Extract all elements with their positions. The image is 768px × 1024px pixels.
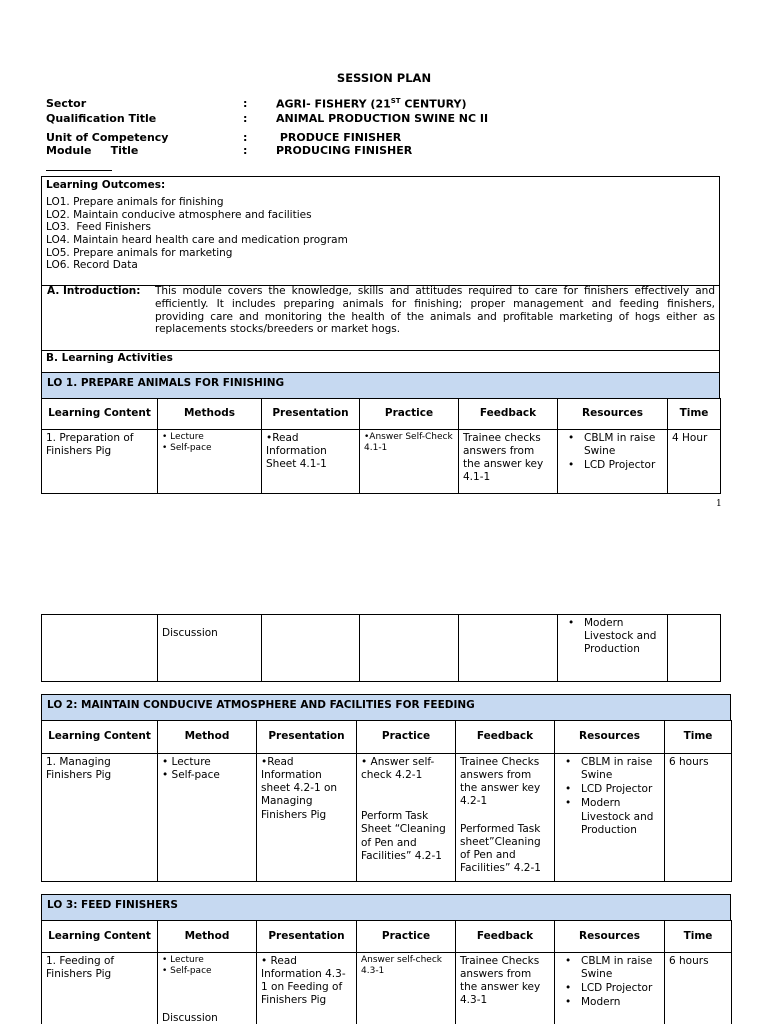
continuation-table: [41, 614, 721, 682]
introduction-text: This module covers the knowledge, skills and attitudes required to care for finishers effectively and efficiently. It includes preparing animals for finishing; proper management and feeding finishers, providing care and monitoring the health of the animals and profitable marketing of hogs either as replacements stocks/breeders or market hogs.: [155, 285, 715, 336]
meta-value: PRODUCE FINISHER: [276, 131, 402, 144]
header-practice: Practice: [357, 721, 456, 754]
cell-methods: [158, 953, 257, 1024]
cell-content: 1. Managing Finishers Pig: [42, 754, 158, 882]
feedback-item: Performed Task sheet”Cleaning of Pen and Facilities” 4.2-1: [460, 822, 541, 874]
cell-feedback: Trainee checks answers from the answer key 4.1-1: [459, 430, 558, 494]
header-resources: Resources: [555, 921, 665, 953]
document-title: SESSION PLAN: [336, 71, 432, 85]
cell-feedback: [456, 754, 555, 882]
learning-outcome-item: LO1. Prepare animals for finishing: [46, 196, 224, 209]
cell-practice: •Answer Self-Check 4.1-1: [360, 430, 459, 494]
resource-item: • Modern Livestock and Production: [559, 797, 660, 836]
cell-feedback: [459, 615, 558, 682]
cell-time: 6 hours: [665, 754, 732, 882]
header-resources: Resources: [555, 721, 665, 754]
cell-practice: [357, 754, 456, 882]
resource-item: • Modern Livestock and Production: [562, 617, 663, 656]
header-presentation: Presentation: [257, 921, 357, 953]
cell-presentation: [262, 615, 360, 682]
cell-practice: [360, 615, 459, 682]
table-row: [42, 754, 732, 882]
cell-resources: [558, 615, 668, 682]
meta-key: Qualification Title: [46, 112, 157, 125]
cell-presentation: •Read Information Sheet 4.1-1: [262, 430, 360, 494]
header-feedback: Feedback: [459, 399, 558, 430]
table-row: [42, 615, 721, 682]
resource-item: • CBLM in raise Swine: [559, 756, 660, 782]
lo1-table: [41, 398, 721, 494]
cell-resources: [555, 953, 665, 1024]
cell-methods: [158, 430, 262, 494]
meta-value: ANIMAL PRODUCTION SWINE NC II: [276, 112, 489, 125]
table-row: [42, 953, 732, 1024]
learning-outcomes-heading: Learning Outcomes:: [46, 179, 166, 191]
resource-item: • CBLM in raise Swine: [559, 955, 660, 981]
header-method: Method: [158, 921, 257, 953]
cell-feedback: Trainee Checks answers from the answer key 4.3-1: [456, 953, 555, 1024]
learning-outcome-item: LO2. Maintain conducive atmosphere and facilities: [46, 208, 312, 221]
learning-outcome-item: LO4. Maintain heard health care and medication program: [46, 233, 348, 246]
table-row: [42, 430, 721, 494]
cell-presentation: • Read Information 4.3-1 on Feeding of Finishers Pig: [257, 953, 357, 1024]
header-presentation: Presentation: [257, 721, 357, 754]
lo3-heading: LO 3: FEED FINISHERS: [41, 894, 731, 921]
method-item: • Self-pace: [162, 966, 212, 976]
cell-content: 1. Feeding of Finishers Pig: [42, 953, 158, 1024]
header-resources: Resources: [558, 399, 668, 430]
learning-outcome-item: LO5. Prepare animals for marketing: [46, 246, 233, 259]
practice-item: Perform Task Sheet “Cleaning of Pen and Facilities” 4.2-1: [361, 810, 446, 862]
header-presentation: Presentation: [262, 399, 360, 430]
header-time: Time: [665, 721, 732, 754]
lo3-table: [41, 920, 732, 1024]
header-feedback: Feedback: [456, 721, 555, 754]
meta-colon: :: [243, 131, 248, 144]
resource-item: • CBLM in raise Swine: [562, 432, 663, 458]
cell-resources: [558, 430, 668, 494]
learning-outcome-item: LO6. Record Data: [46, 259, 138, 272]
introduction-box: [41, 285, 720, 351]
resource-item: • Modern: [559, 996, 660, 1009]
method-item: • Lecture: [162, 432, 204, 442]
resource-item: • LCD Projector: [559, 982, 660, 995]
meta-key: Unit of Competency: [46, 131, 169, 144]
resource-item: • LCD Projector: [562, 459, 663, 472]
learning-outcomes-box: [41, 176, 720, 286]
header-feedback: Feedback: [456, 921, 555, 953]
cell-content: 1. Preparation of Finishers Pig: [42, 430, 158, 494]
cell-resources: [555, 754, 665, 882]
introduction-label: A. Introduction:: [47, 285, 141, 297]
cell-methods: [158, 754, 257, 882]
header-methods: Methods: [158, 399, 262, 430]
meta-colon: :: [243, 112, 248, 125]
header-learning-content: Learning Content: [42, 921, 158, 953]
cell-practice: Answer self-check 4.3-1: [357, 953, 456, 1024]
meta-key: Module Title: [46, 144, 139, 157]
method-item: Discussion: [162, 1012, 218, 1024]
meta-key: Sector: [46, 97, 87, 110]
method-item: • Self-pace: [162, 443, 212, 453]
cell-time: 4 Hour: [668, 430, 721, 494]
header-practice: Practice: [360, 399, 459, 430]
header-learning-content: Learning Content: [42, 721, 158, 754]
method-item: • Lecture: [162, 756, 211, 768]
method-item: • Self-pace: [162, 769, 220, 782]
cell-time: 6 hours: [665, 953, 732, 1024]
feedback-item: Trainee Checks answers from the answer key 4.2-1: [460, 756, 541, 808]
cell-content: [42, 615, 158, 682]
meta-colon: :: [243, 144, 248, 157]
meta-colon: :: [243, 97, 248, 110]
lo2-heading: LO 2: MAINTAIN CONDUCIVE ATMOSPHERE AND FACILITIES FOR FEEDING: [41, 694, 731, 721]
meta-value: AGRI- FISHERY (21ST CENTURY): [276, 97, 467, 111]
cell-time: [668, 615, 721, 682]
lo1-heading: LO 1. PREPARE ANIMALS FOR FINISHING: [41, 372, 720, 399]
lo2-table: [41, 720, 732, 882]
header-time: Time: [665, 921, 732, 953]
learning-activities-heading: B. Learning Activities: [41, 350, 720, 373]
meta-value: PRODUCING FINISHER: [276, 144, 413, 157]
header-time: Time: [668, 399, 721, 430]
cell-methods: Discussion: [158, 615, 262, 682]
cell-presentation: •Read Information sheet 4.2-1 on Managing Finishers Pig: [257, 754, 357, 882]
practice-item: • Answer self- check 4.2-1: [361, 756, 435, 782]
header-method: Method: [158, 721, 257, 754]
method-item: • Lecture: [162, 955, 204, 965]
header-learning-content: Learning Content: [42, 399, 158, 430]
learning-outcome-item: LO3. Feed Finishers: [46, 221, 151, 234]
divider: [46, 170, 112, 171]
resource-item: • LCD Projector: [559, 783, 660, 796]
page-number: 1: [716, 499, 722, 509]
header-practice: Practice: [357, 921, 456, 953]
